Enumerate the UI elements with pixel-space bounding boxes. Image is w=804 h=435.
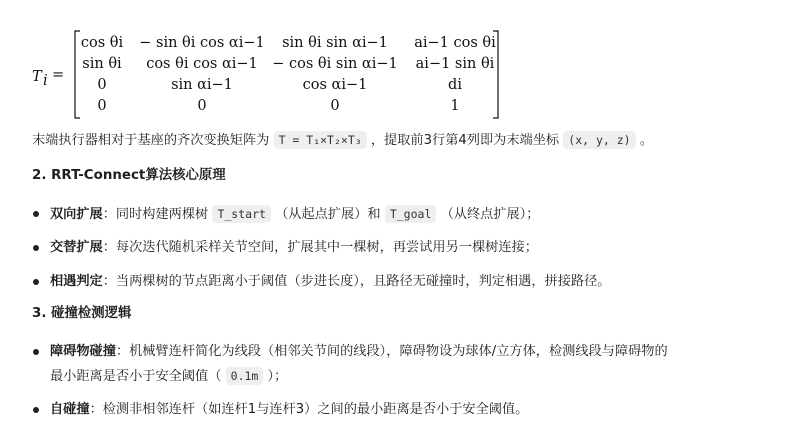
intro-end: 。 bbox=[639, 133, 653, 148]
threshold-code: 0.1m bbox=[226, 367, 264, 385]
bullet-dot bbox=[33, 407, 39, 413]
bullet-dot bbox=[33, 279, 39, 285]
intro-text-after: ，提取前3行第4列即为末端坐标 bbox=[370, 133, 560, 148]
item-text: ：机械臂连杆简化为线段（相邻关节间的线段），障碍物设为球体/立方体，检测线段与障碍物的 bbox=[115, 344, 668, 359]
matrix-cell: sin θi sin αi−1 bbox=[282, 35, 388, 51]
matrix-cell: − cos θi sin αi−1 bbox=[272, 56, 398, 72]
item-text-mid: （从起点扩展）和 bbox=[275, 207, 381, 222]
matrix-cell: cos αi−1 bbox=[302, 77, 368, 93]
item-text: ：当两棵树的节点距离小于阈值（步进长度），且路径无碰撞时，判定相遇，拼接路径。 bbox=[102, 274, 611, 289]
item-text-after: （从终点扩展）； bbox=[440, 207, 540, 222]
matrix-cell: − sin θi cos αi−1 bbox=[139, 35, 265, 51]
matrix-cell: 0 bbox=[330, 98, 340, 114]
section-3-title: 3. 碰撞检测逻辑 bbox=[32, 306, 132, 321]
matrix-cell: sin θi bbox=[82, 56, 122, 72]
matrix-cell: 0 bbox=[97, 98, 107, 114]
transform-matrix-formula bbox=[30, 28, 510, 122]
matrix-cell: cos θi cos αi−1 bbox=[146, 56, 258, 72]
matrix-cell: di bbox=[448, 77, 462, 93]
matrix-cell: sin αi−1 bbox=[171, 77, 233, 93]
list-item bbox=[50, 398, 528, 422]
item-term: 相遇判定 bbox=[50, 274, 103, 289]
item-text-line2-after: ）； bbox=[267, 369, 288, 384]
matrix-cells bbox=[81, 35, 496, 114]
item-term: 双向扩展 bbox=[50, 207, 103, 222]
intro-line bbox=[32, 130, 653, 151]
matrix-cell: 1 bbox=[450, 98, 460, 114]
matrix-lhs: T bbox=[32, 69, 42, 85]
list-item bbox=[50, 340, 668, 364]
list-item bbox=[50, 202, 539, 227]
matrix-lhs-subscript: i bbox=[43, 73, 48, 89]
bullet-dot bbox=[33, 245, 39, 251]
coord-code: (x, y, z) bbox=[563, 131, 635, 149]
intro-text: 末端执行器相对于基座的齐次变换矩阵为 bbox=[32, 133, 270, 148]
matrix-cell: ai−1 cos θi bbox=[414, 35, 496, 51]
bullet-dot bbox=[33, 349, 39, 355]
bullet-dot bbox=[33, 211, 39, 217]
item-term: 自碰撞 bbox=[50, 402, 90, 417]
section-2-title: 2. RRT-Connect算法核心原理 bbox=[32, 168, 226, 183]
t-start-code: T_start bbox=[212, 205, 270, 223]
item-text-line2: 最小距离是否小于安全阈值（ bbox=[50, 369, 222, 384]
list-item bbox=[50, 270, 610, 294]
t-goal-code: T_goal bbox=[385, 205, 437, 223]
matrix-svg bbox=[30, 28, 510, 122]
item-term: 障碍物碰撞 bbox=[50, 344, 116, 359]
matrix-cell: 0 bbox=[97, 77, 107, 93]
item-text: ：每次迭代随机采样关节空间，扩展其中一棵树，再尝试用另一棵树连接； bbox=[102, 240, 538, 255]
list-item bbox=[50, 236, 538, 260]
item-text: ：检测非相邻连杆（如连杆1与连杆3）之间的最小距离是否小于安全阈值。 bbox=[89, 402, 529, 417]
item-text: ：同时构建两棵树 bbox=[102, 207, 209, 222]
list-item-continuation bbox=[50, 364, 287, 389]
matrix-equals: = bbox=[52, 67, 65, 83]
item-term: 交替扩展 bbox=[50, 240, 103, 255]
transform-code: T = T₁×T₂×T₃ bbox=[274, 131, 367, 149]
matrix-cell: ai−1 sin θi bbox=[415, 56, 495, 72]
matrix-cell: 0 bbox=[197, 98, 207, 114]
matrix-left-bracket bbox=[75, 31, 80, 118]
matrix-cell: cos θi bbox=[80, 35, 124, 51]
